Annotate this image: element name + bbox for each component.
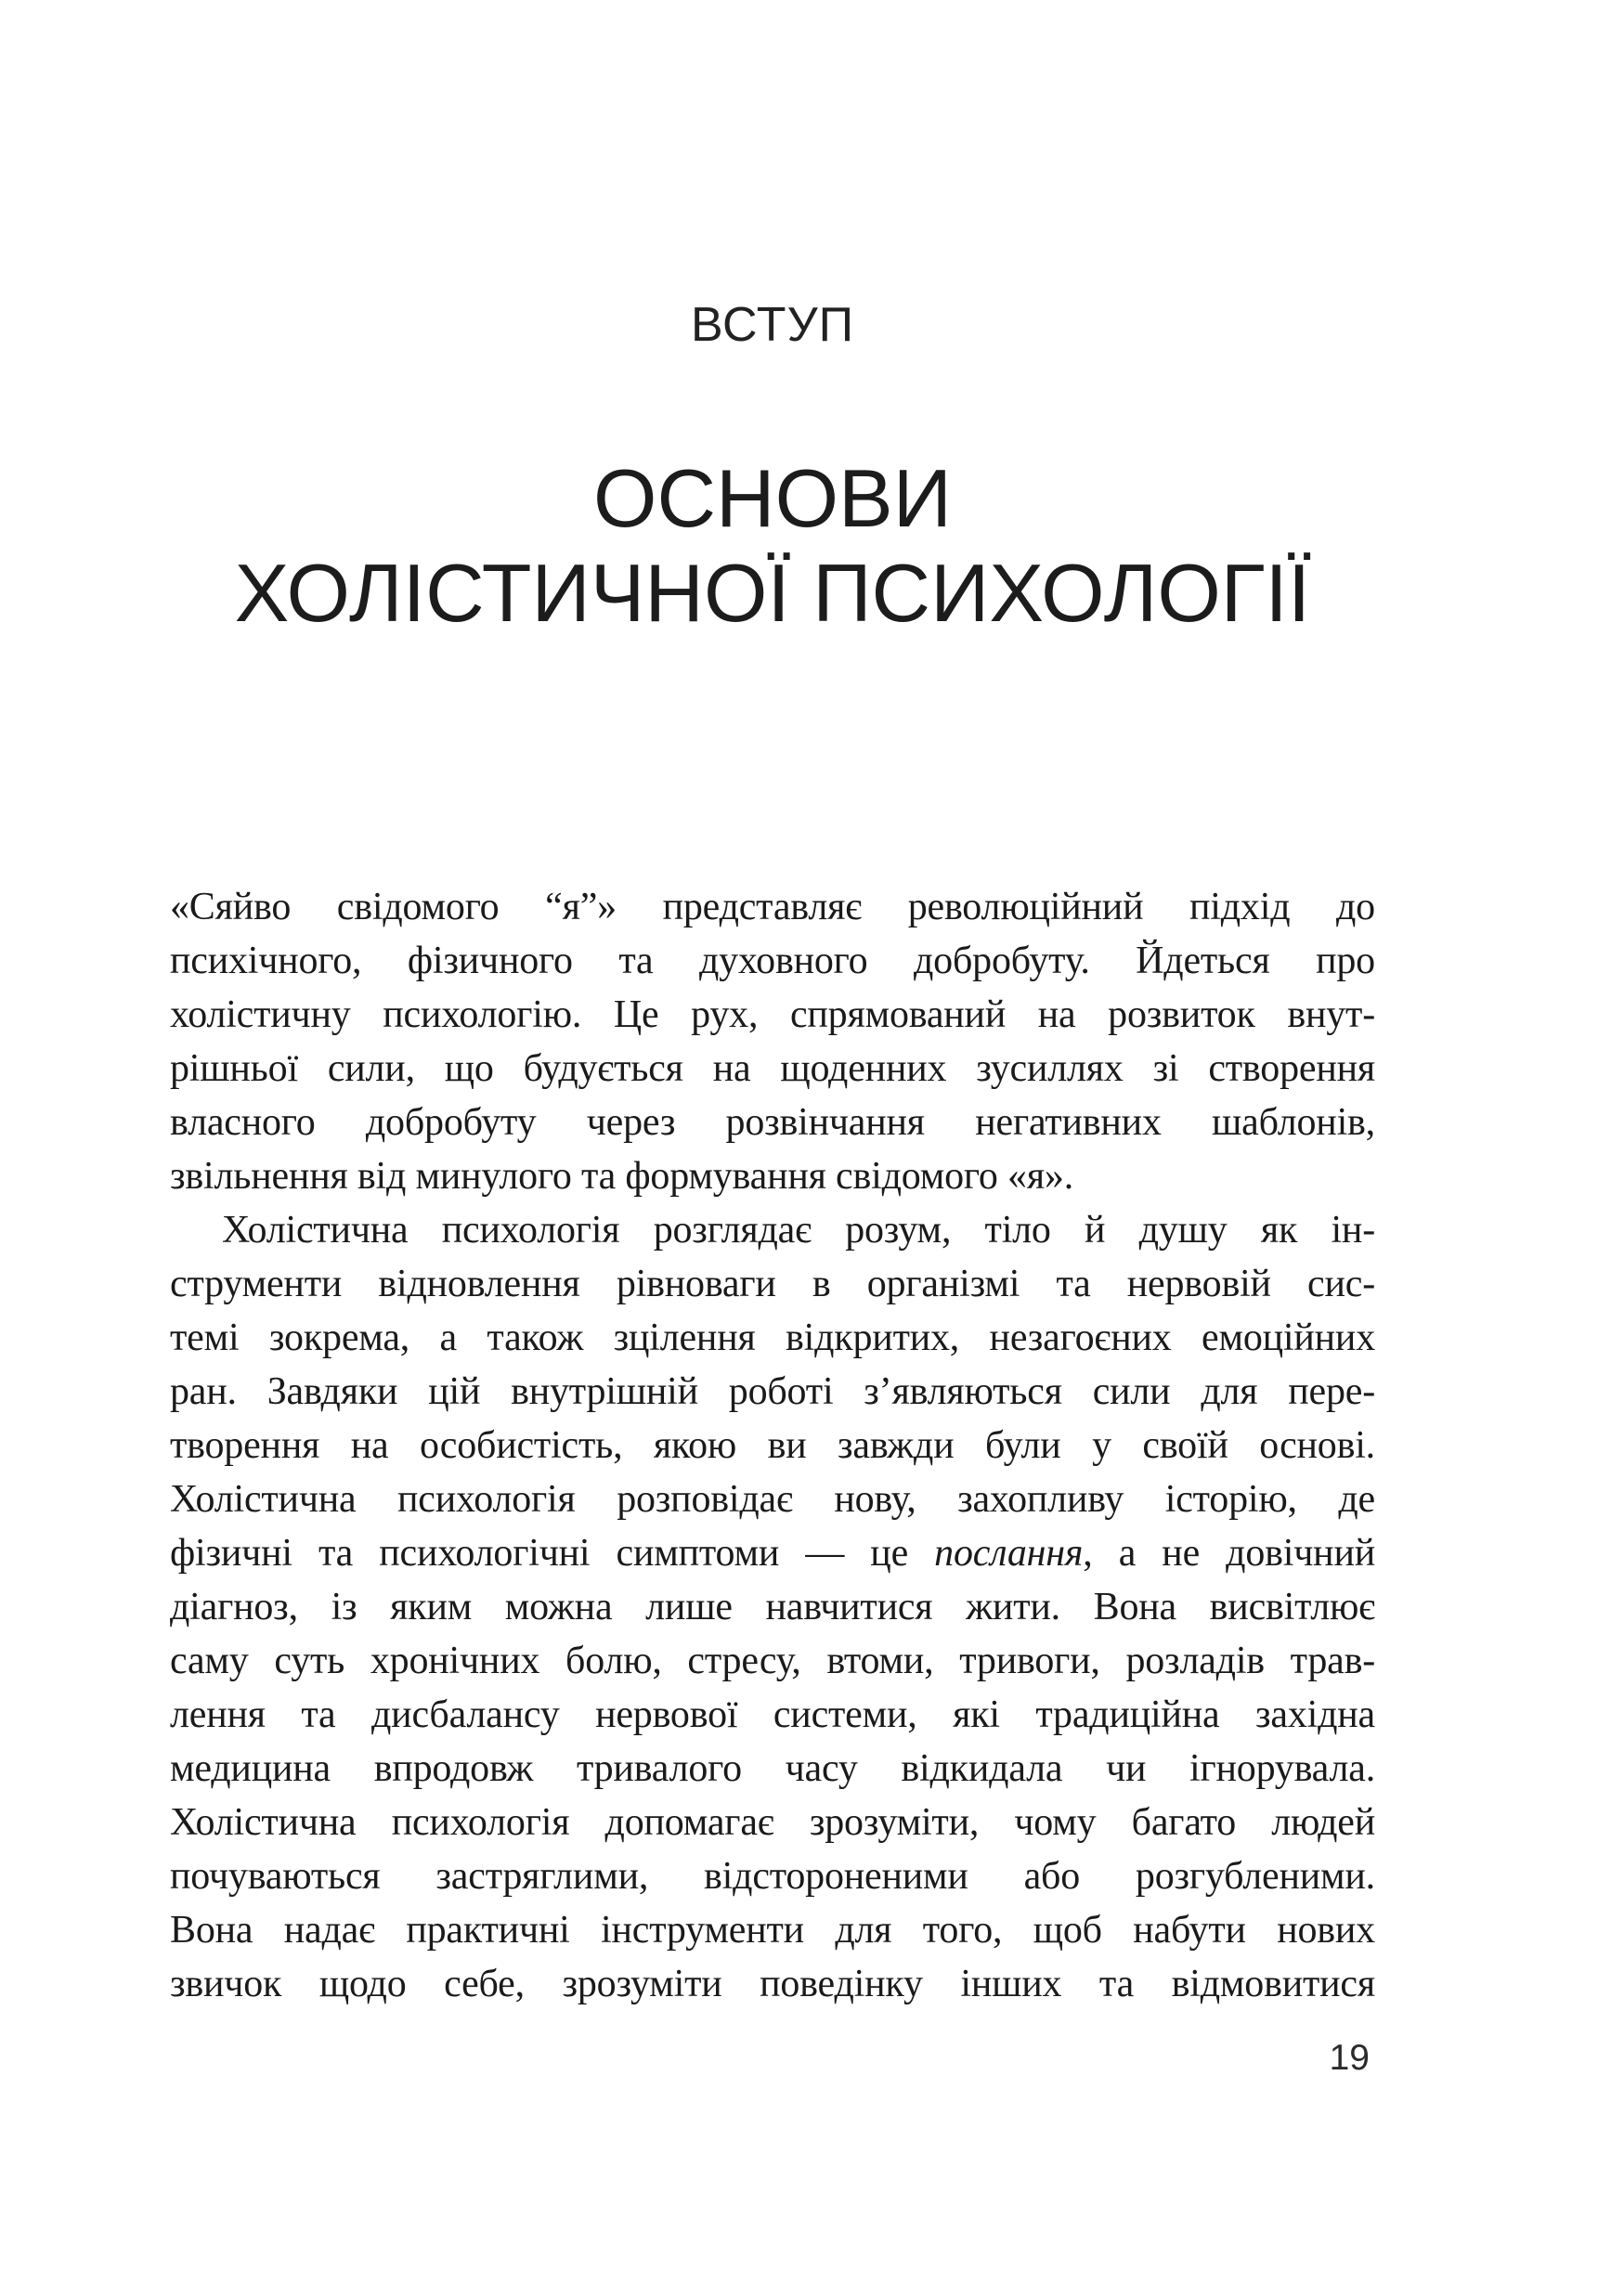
text-line: психічного, фізичного та духовного добробуту. Йдеться про xyxy=(170,940,1375,982)
text-line: «Сяйво свідомого “я”» представляє революційний підхід до xyxy=(170,886,1375,928)
text-line: Холістична психологія розглядає розум, тіло й душу як ін- xyxy=(222,1209,1375,1252)
text-line: діагноз, із яким можна лише навчитися жити. Вона висвітлює xyxy=(170,1586,1375,1628)
chapter-title-line-1: ОСНОВИ xyxy=(593,452,952,544)
text-line: лення та дисбалансу нервової системи, які традиційна західна xyxy=(170,1693,1375,1736)
text-segment: фізичні та психологічні симптоми — це xyxy=(170,1532,935,1575)
chapter-kicker: ВСТУП xyxy=(691,298,854,352)
text-line: медицина впродовж тривалого часу відкидала чи ігнорувала. xyxy=(170,1747,1375,1790)
text-line: холістичну психологію. Це рух, спрямований на розвиток внут- xyxy=(170,993,1375,1036)
body-text xyxy=(170,880,1375,2011)
text-line: творення на особистість, якою ви завжди були у своїй основі. xyxy=(170,1424,1375,1467)
text-line: рішньої сили, що будується на щоденних зусиллях зі створення xyxy=(170,1047,1375,1090)
emphasis-text: послання xyxy=(934,1532,1084,1575)
text-segment: , а не довічний xyxy=(1083,1532,1375,1575)
text-line: власного добробуту через розвінчання негативних шаблонів, xyxy=(170,1101,1375,1144)
text-line: саму суть хронічних болю, стресу, втоми, тривоги, розладів трав- xyxy=(170,1640,1375,1682)
paragraph xyxy=(170,1203,1375,2011)
text-line: Холістична психологія допомагає зрозуміти, чому багато людей xyxy=(170,1801,1375,1844)
chapter-title xyxy=(170,451,1375,641)
text-line: почуваються застряглими, відстороненими або розгубленими. xyxy=(170,1855,1375,1898)
chapter-title-line-2: ХОЛІСТИЧНОЇ ПСИХОЛОГІЇ xyxy=(234,547,1311,639)
text-line: звичок щодо себе, зрозуміти поведінку інших та відмовитися xyxy=(170,1963,1375,2005)
text-line: темі зокрема, а також зцілення відкритих, незагоєних емоційних xyxy=(170,1317,1375,1359)
paragraph xyxy=(170,880,1375,1203)
text-line: Вона надає практичні інструменти для того, щоб набути нових xyxy=(170,1909,1375,1952)
text-line: звільнення від минулого та формування свідомого «я». xyxy=(170,1155,1074,1198)
text-line: Холістична психологія розповідає нову, захопливу історію, де xyxy=(170,1478,1375,1521)
text-line: струменти відновлення рівноваги в організмі та нервовій сис- xyxy=(170,1263,1375,1305)
text-line xyxy=(170,1526,1375,1580)
page-number: 19 xyxy=(1329,2038,1370,2078)
text-line: ран. Завдяки цій внутрішній роботі з’являються сили для пере- xyxy=(170,1370,1375,1413)
